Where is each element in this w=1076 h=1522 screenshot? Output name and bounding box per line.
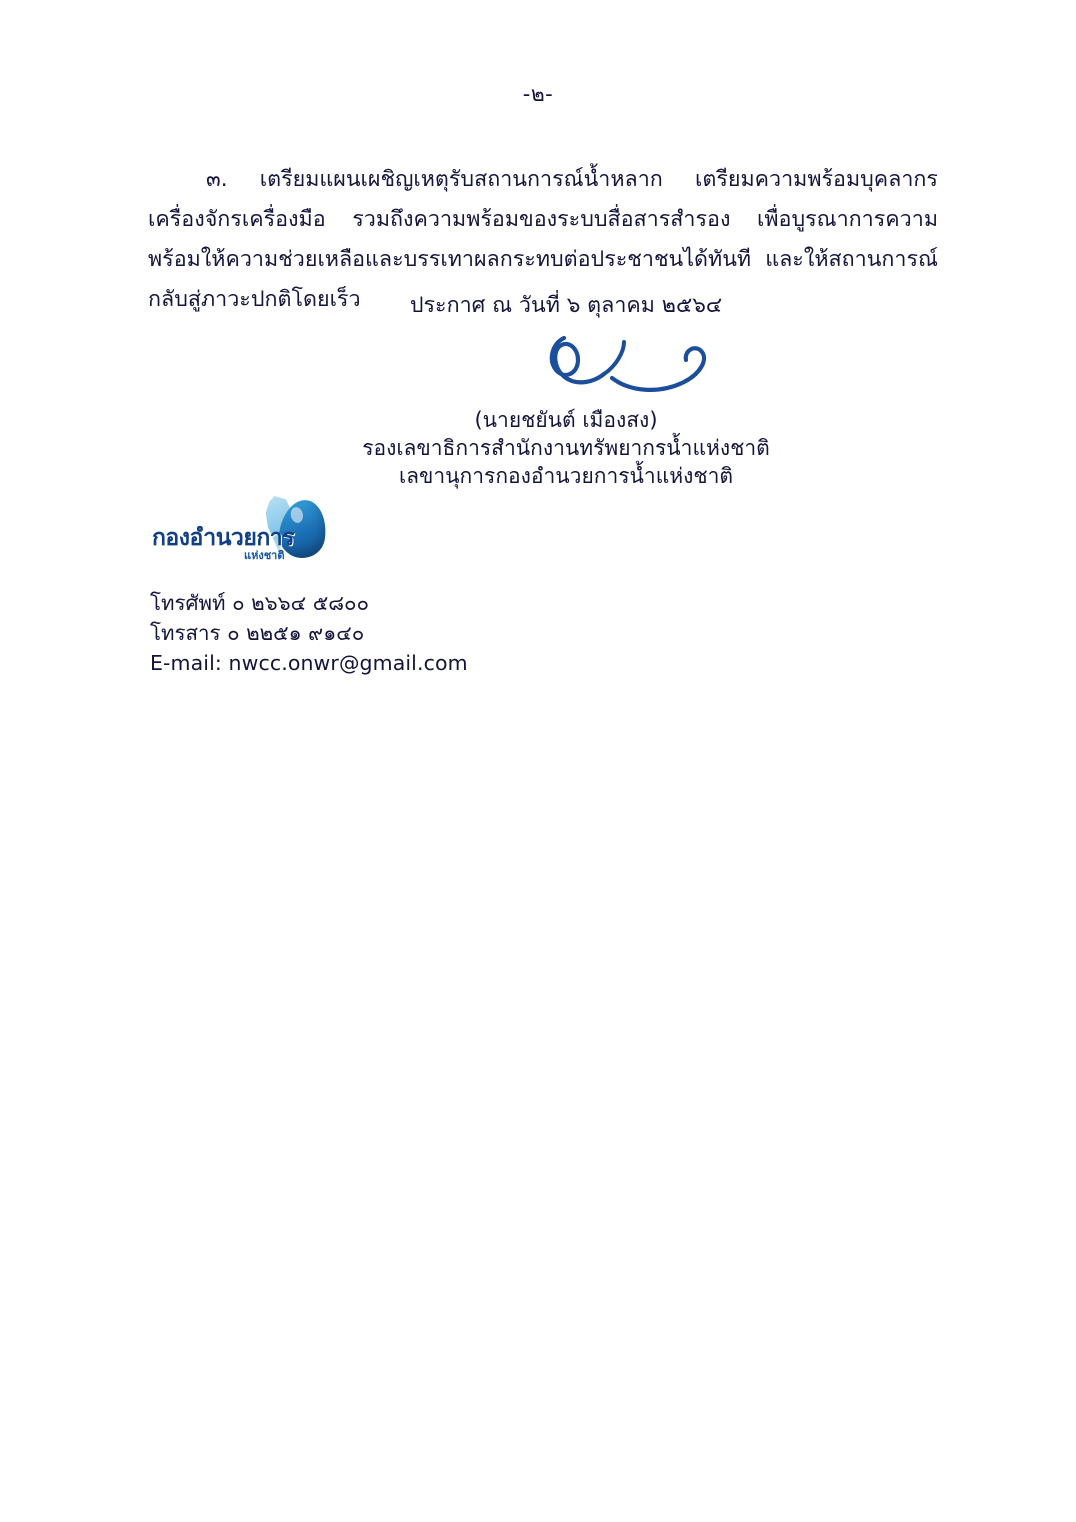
signer-name: (นายชยันต์ เมืองสง) — [474, 408, 658, 432]
logo-text-sub: แห่งชาติ — [244, 549, 285, 562]
page-number: -๒- — [522, 82, 554, 106]
paragraph-text: เตรียมแผนเผชิญเหตุรับสถานการณ์น้ำหลาก เตรียมความพร้อมบุคลากร เครื่องจักรเครื่องมือ รวมถึงความพร้อมของระบบสื่อสารสำรอง เพื่อบูรณาการความพร้อมให้ความช่วยเหลือและบรรเทาผลกระทบต่อประชาชนได้ทันที และให้สถานการณ์กลับสู่ภาวะปกติโดยเร็ว — [148, 167, 938, 312]
signature-image — [520, 330, 760, 408]
signer-position-2: เลขานุการกองอำนวยการน้ำแห่งชาติ — [398, 464, 734, 488]
organization-logo — [152, 494, 352, 572]
contact-email: E-mail: nwcc.onwr@gmail.com — [150, 651, 468, 675]
paragraph-number: ๓. — [206, 167, 228, 192]
logo-text-main: กองอำนวยการ — [152, 525, 295, 551]
date-line: ประกาศ ณ วันที่ ๖ ตุลาคม ๒๕๖๔ — [409, 293, 723, 318]
contact-phone: โทรศัพท์ ๐ ๒๖๖๔ ๕๘๐๐ — [150, 591, 370, 615]
contact-fax: โทรสาร ๐ ๒๒๕๑ ๙๑๔๐ — [150, 621, 365, 645]
signer-position-1: รองเลขาธิการสำนักงานทรัพยากรน้ำแห่งชาติ — [362, 436, 770, 460]
signer-block — [0, 406, 1076, 490]
signature-icon — [520, 330, 760, 408]
contact-block — [150, 588, 468, 678]
